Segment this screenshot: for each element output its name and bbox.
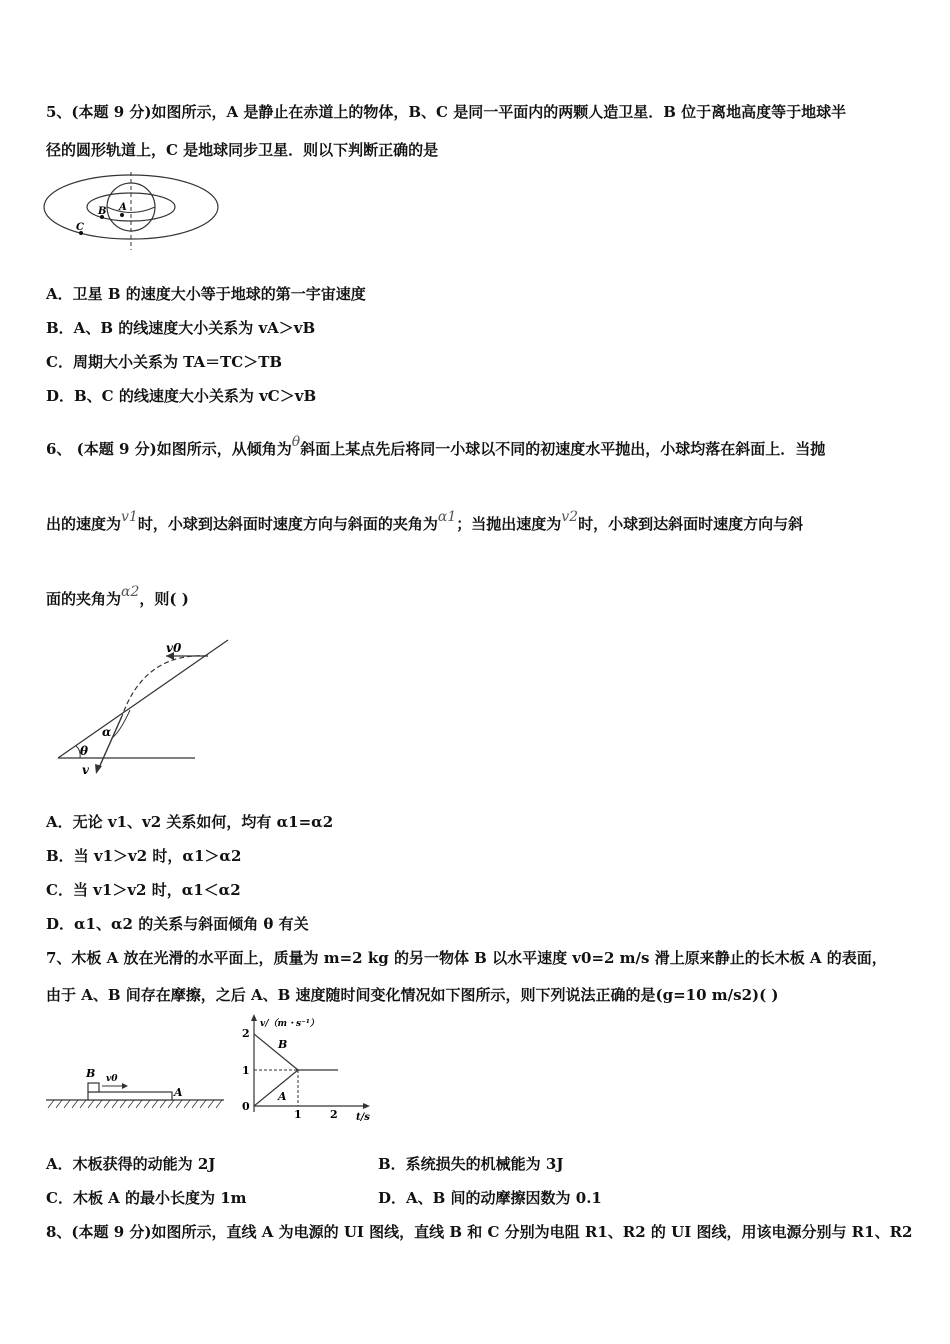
label-v0: v0	[166, 641, 182, 655]
y-axis-label: v/（m・s⁻¹）	[260, 1019, 319, 1029]
curve-b-line	[254, 1034, 298, 1070]
q6-text-2a: 出的速度为	[46, 515, 122, 533]
v2-symbol: v2	[561, 509, 579, 525]
q7-option-a[interactable]: A．木板获得的动能为 2J	[46, 1155, 216, 1173]
label-b: B	[86, 1067, 96, 1080]
q6-stem-line3	[46, 582, 189, 609]
x-axis-arrow	[363, 1103, 370, 1109]
q7-option-b[interactable]: B．系统损失的机械能为 3J	[378, 1155, 564, 1173]
v1-symbol: v1	[121, 509, 138, 525]
q5-option-c[interactable]: C．周期大小关系为 TA＝TC＞TB	[46, 353, 283, 371]
label-alpha: α	[102, 725, 112, 739]
q6-text-2b: 时，小球到达斜面时速度方向与斜面的夹角为	[137, 515, 438, 533]
ground-hatching	[48, 1100, 222, 1108]
point-a	[120, 213, 124, 217]
q6-option-c[interactable]: C．当 v1＞v2 时，α1＜α2	[46, 881, 241, 899]
x-tick-1: 1	[294, 1108, 302, 1121]
label-v: v	[82, 763, 89, 777]
y-axis-arrow	[251, 1014, 257, 1021]
label-a: A	[119, 202, 127, 213]
q5-option-b[interactable]: B．A、B 的线速度大小关系为 vA＞vB	[46, 319, 316, 337]
q5-orbit-figure	[40, 170, 230, 252]
q6-option-a[interactable]: A．无论 v1、v2 关系如何，均有 α1=α2	[46, 813, 334, 831]
q7-stem-line2: 由于 A、B 间存在摩擦，之后 A、B 速度随时间变化情况如下图所示，则下列说法正确的是(g=10 m/s2)( )	[46, 986, 779, 1004]
x-tick-2: 2	[330, 1108, 338, 1121]
q6-incline-figure	[50, 632, 240, 778]
q6-option-b[interactable]: B．当 v1＞v2 时，α1＞α2	[46, 847, 242, 865]
q5-option-a[interactable]: A．卫星 B 的速度大小等于地球的第一宇宙速度	[46, 285, 366, 303]
curve-b-label: B	[278, 1038, 288, 1051]
y-tick-2: 2	[242, 1027, 250, 1040]
q6-text-2c: ；当抛出速度为	[456, 515, 562, 533]
q6-text-2d: 时，小球到达斜面时速度方向与斜	[578, 515, 804, 533]
q6-text-3b: ，则( )	[139, 590, 189, 608]
alpha2-symbol: α2	[121, 584, 140, 600]
label-v0: v0	[106, 1074, 118, 1084]
q6-option-d[interactable]: D．α1、α2 的关系与斜面倾角 θ 有关	[46, 915, 309, 933]
y-tick-0: 0	[242, 1100, 250, 1113]
q8-stem-line1: 8、(本题 9 分)如图所示，直线 A 为电源的 UI 图线，直线 B 和 C 分别为电阻 R1、R2 的 UI 图线，用该电源分别与 R1、R2	[46, 1223, 913, 1241]
incline-line	[58, 640, 228, 758]
q5-option-d[interactable]: D．B、C 的线速度大小关系为 vC＞vB	[46, 387, 317, 405]
label-b: B	[98, 206, 107, 217]
q7-stem-line1: 7、木板 A 放在光滑的水平面上，质量为 m=2 kg 的另一物体 B 以水平速度 v0=2 m/s 滑上原来静止的长木板 A 的表面，	[46, 949, 887, 967]
q7-vt-graph	[238, 1012, 378, 1124]
curve-a-line	[254, 1070, 298, 1106]
q7-board-figure	[44, 1062, 228, 1110]
q6-text-3a: 面的夹角为	[46, 590, 122, 608]
board-a	[88, 1092, 172, 1100]
y-tick-1: 1	[242, 1064, 250, 1077]
q7-option-d[interactable]: D．A、B 间的动摩擦因数为 0.1	[378, 1189, 602, 1207]
label-a: A	[174, 1086, 183, 1099]
q5-stem-line1: 5、(本题 9 分)如图所示，A 是静止在赤道上的物体，B、C 是同一平面内的两颗人造卫星．B 位于离地高度等于地球半	[46, 103, 847, 121]
curve-a-label: A	[278, 1090, 287, 1103]
trajectory	[122, 656, 208, 716]
b-velocity-arrowhead	[122, 1083, 128, 1089]
q6-text-1a: 6、 (本题 9 分)如图所示，从倾角为	[46, 440, 292, 458]
block-b	[88, 1083, 99, 1092]
q6-stem-line2	[46, 507, 803, 534]
q6-text-1b: 斜面上某点先后将同一小球以不同的初速度水平抛出，小球均落在斜面上．当抛	[300, 440, 826, 458]
label-c: C	[76, 222, 84, 233]
theta-symbol: θ	[291, 434, 301, 450]
x-axis-label: t/s	[356, 1112, 370, 1123]
velocity-arrowhead	[95, 764, 102, 774]
q7-option-c[interactable]: C．木板 A 的最小长度为 1m	[46, 1189, 247, 1207]
q6-stem-line1	[46, 432, 825, 459]
q5-stem-line2: 径的圆形轨道上，C 是地球同步卫星．则以下判断正确的是	[46, 141, 439, 159]
label-theta: θ	[80, 744, 89, 758]
alpha1-symbol: α1	[437, 509, 457, 525]
